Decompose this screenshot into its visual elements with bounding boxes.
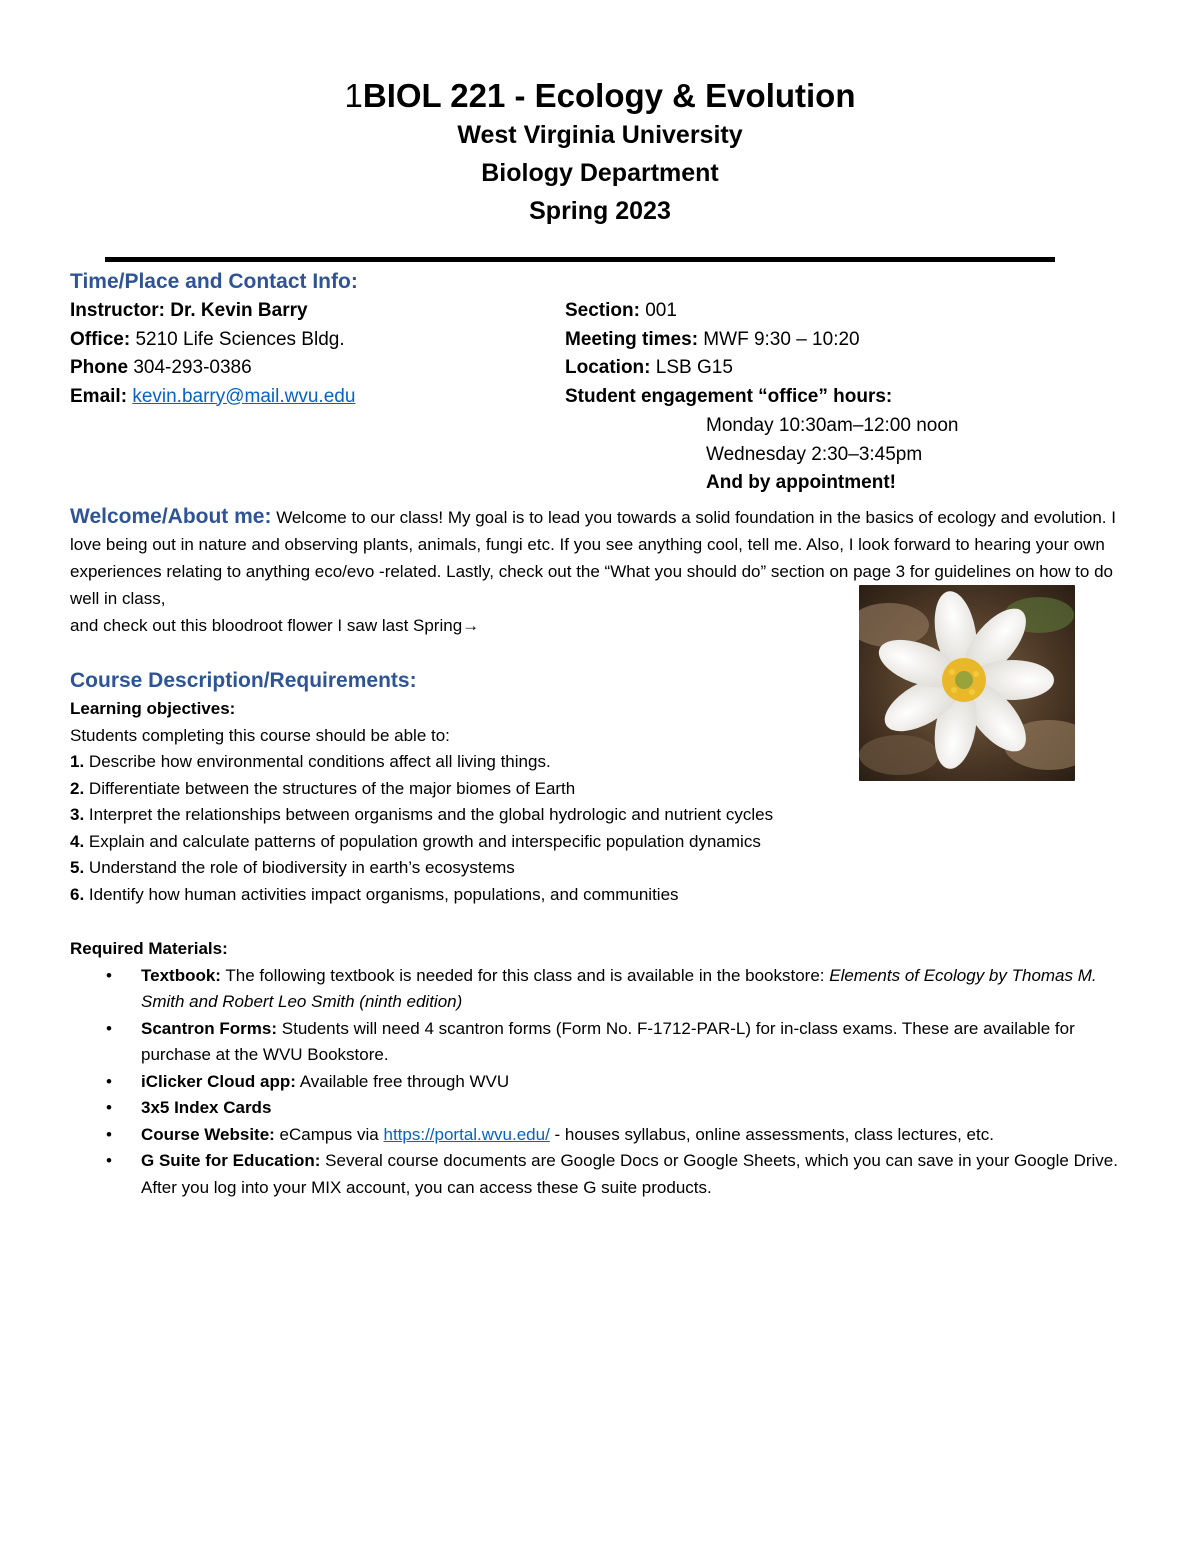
title-block [0, 76, 1200, 230]
email-link[interactable]: kevin.barry@mail.wvu.edu [132, 385, 356, 407]
contact-left-column [70, 297, 355, 411]
objective-6: 6. Identify how human activities impact organisms, populations, and communities [70, 884, 679, 904]
course-title: 1BIOL 221 - Ecology & Evolution [344, 77, 856, 114]
welcome-text: Welcome to our class! My goal is to lead you towards a solid foundation in the basics of ecology and evolution. I love being out in nature and observing plants, animals, fungi etc. If you see anything cool, tell me. Also, I look forward to hearing your own experiences relating to anything eco/evo -related. Lastly, check out the “What you should do” section on page 3 for guidelines on how to do well in class, [70, 508, 1116, 608]
phone-row: Phone 304-293-0386 [70, 357, 252, 378]
portal-link[interactable]: https://portal.wvu.edu/ [383, 1124, 550, 1144]
header-divider [105, 257, 1055, 262]
arrow-right-icon: → [462, 616, 480, 635]
university-name: West Virginia University [457, 121, 743, 149]
department-name: Biology Department [481, 159, 719, 187]
hours-wednesday: Wednesday 2:30–3:45pm [706, 443, 923, 465]
objective-5: 5. Understand the role of biodiversity in earth’s ecosystems [70, 858, 515, 877]
term: Spring 2023 [529, 197, 671, 225]
objective-1: 1. Describe how environmental conditions affect all living things. [70, 752, 551, 771]
list-item: • iClicker Cloud app: Available free through WVU [106, 1071, 510, 1091]
materials-label: Required Materials: [70, 939, 228, 958]
objectives-intro: Students completing this course should be able to: [70, 725, 450, 745]
list-item: • 3x5 Index Cards [106, 1098, 272, 1117]
objectives-label: Learning objectives: [70, 699, 236, 718]
objective-3: 3. Interpret the relationships between organisms and the global hydrologic and nutrient cycles [70, 805, 774, 824]
course-heading: Course Description/Requirements: [70, 669, 417, 692]
welcome-heading: Welcome/About me: [70, 505, 272, 528]
instructor-row: Instructor: Dr. Kevin Barry [70, 300, 308, 321]
hours-appointment: And by appointment! [706, 472, 896, 493]
list-item: • Textbook: The following textbook is needed for this class and is available in the bookstore: Elements of Ecology by Thomas M. Smith and Robert Leo Smith (ninth edition) [106, 965, 1097, 1011]
objective-4: 4. Explain and calculate patterns of population growth and interspecific population dynamics [70, 831, 761, 851]
office-hours-list [706, 412, 958, 498]
course-section [70, 666, 1140, 908]
contact-heading: Time/Place and Contact Info: [70, 270, 358, 293]
office-row: Office: 5210 Life Sciences Bldg. [70, 328, 345, 350]
section-row: Section: 001 [565, 300, 677, 321]
hours-monday: Monday 10:30am–12:00 noon [706, 415, 959, 436]
materials-list [70, 963, 1140, 1202]
hours-label: Student engagement “office” hours: [565, 385, 893, 407]
meeting-row: Meeting times: MWF 9:30 – 10:20 [565, 328, 860, 350]
welcome-flower-line: and check out this bloodroot flower I saw last Spring [70, 616, 463, 635]
contact-right-column [565, 297, 892, 411]
objective-2: 2. Differentiate between the structures of the major biomes of Earth [70, 778, 576, 798]
email-row: Email: kevin.barry@mail.wvu.edu [70, 385, 356, 407]
list-item: • Course Website: eCampus via https://portal.wvu.edu/ - houses syllabus, online assessments, class lectures, etc. [106, 1124, 994, 1144]
location-row: Location: LSB G15 [565, 357, 733, 378]
materials-section [70, 936, 1140, 1201]
list-item: • G Suite for Education: Several course documents are Google Docs or Google Sheets, which you can save in your Google Drive. After you log into your MIX account, you can access these G suite products. [106, 1151, 1118, 1197]
list-item: • Scantron Forms: Students will need 4 scantron forms (Form No. F-1712-PAR-L) for in-class exams. These are available for purchase at the WVU Bookstore. [106, 1018, 1075, 1064]
